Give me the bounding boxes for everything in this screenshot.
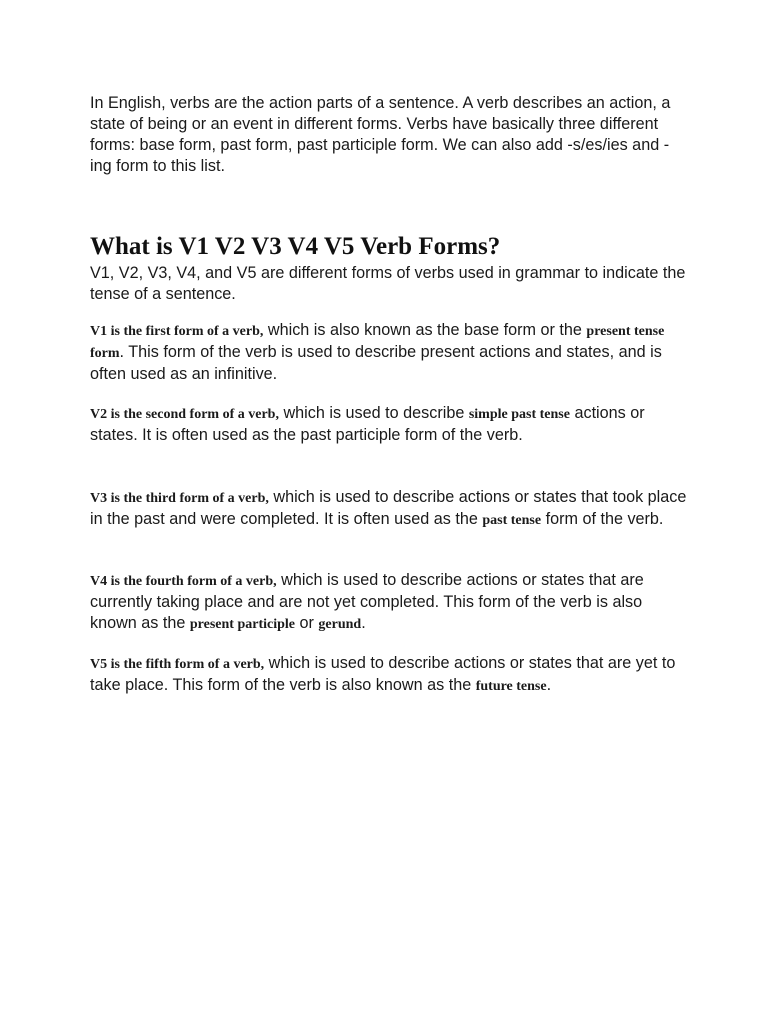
v5-text-2: . xyxy=(546,676,552,694)
v5-text-1: which is used to describe actions or states that are yet to take place. This form of the verb is also known as the xyxy=(90,654,676,694)
v3-term-2: past tense xyxy=(482,513,542,528)
v1-term: V1 is the first form of a verb, xyxy=(90,324,264,339)
v4-term-3: gerund xyxy=(318,617,362,632)
v2-term-2: simple past tense xyxy=(468,407,570,422)
v2-paragraph xyxy=(90,403,690,446)
v2-text-2: actions or states. It is often used as the past participle form of the verb. xyxy=(90,404,645,444)
v5-term: V5 is the fifth form of a verb, xyxy=(90,657,265,672)
v3-text-2: form of the verb. xyxy=(541,510,664,528)
v3-term: V3 is the third form of a verb, xyxy=(90,491,269,506)
intro-paragraph: In English, verbs are the action parts of a sentence. A verb describes an action, a state of being or an event in different forms. Verbs have basically three different forms: base form, past form, past participle form. We can also add -s/es/ies and -ing form to this list. xyxy=(90,94,671,175)
v4-paragraph xyxy=(90,570,690,635)
v2-term: V2 is the second form of a verb, xyxy=(90,407,279,422)
v4-text-2: or xyxy=(295,614,319,632)
lead-paragraph: V1, V2, V3, V4, and V5 are different forms of verbs used in grammar to indicate the tense of a sentence. xyxy=(90,264,686,303)
v3-paragraph xyxy=(90,487,690,531)
v3-text-1: which is used to describe actions or states that took place in the past and were completed. It is often used as the xyxy=(90,488,687,528)
v4-text-1: which is used to describe actions or states that are currently taking place and are not yet completed. This form of the verb is also known as the xyxy=(90,571,644,632)
section-heading: What is V1 V2 V3 V4 V5 Verb Forms? xyxy=(90,233,501,260)
v4-text-3: . xyxy=(361,614,366,632)
v1-term-2: present tense form xyxy=(90,324,665,361)
v5-term-2: future tense xyxy=(475,679,547,694)
v5-paragraph xyxy=(90,653,690,697)
v1-text-1: which is also known as the base form or the xyxy=(263,321,587,339)
v4-term: V4 is the fourth form of a verb, xyxy=(90,574,277,589)
v2-text-1: which is used to describe xyxy=(278,404,469,422)
v4-term-2: present participle xyxy=(189,617,296,632)
v1-text-2: . This form of the verb is used to describe present actions and states, and is often used as an infinitive. xyxy=(90,343,662,383)
v1-paragraph xyxy=(90,320,690,385)
